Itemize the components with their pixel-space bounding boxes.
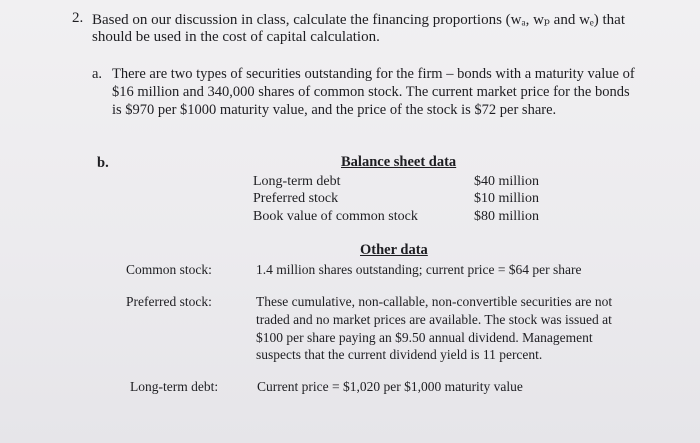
preferred-stock-line-3: $100 per share paying an $9.50 annual dividend. Management [256, 330, 593, 345]
common-stock-label: Common stock: [126, 262, 212, 277]
preferred-stock-line-4: suspects that the current dividend yield is 11 percent. [256, 347, 543, 362]
question-text-line-2: should be used in the cost of capital calculation. [92, 29, 380, 45]
balance-sheet-row-label: Preferred stock [253, 191, 339, 206]
question-text-line-1: Based on our discussion in class, calculate the financing proportions (wₐ, wₚ and wₑ) that [92, 12, 625, 28]
part-a-label: a. [92, 66, 103, 82]
part-a-line-1: There are two types of securities outstanding for the firm – bonds with a maturity value of [112, 66, 635, 82]
preferred-stock-line-1: These cumulative, non-callable, non-convertible securities are not [256, 294, 613, 309]
part-b-label: b. [97, 155, 109, 171]
balance-sheet-row-value: $40 million [474, 174, 539, 189]
question-number: 2. [72, 10, 84, 26]
balance-sheet-row-value: $10 million [474, 191, 539, 206]
preferred-stock-label: Preferred stock: [126, 294, 212, 309]
preferred-stock-line-2: traded and no market prices are available. The stock was issued at [256, 312, 612, 327]
balance-sheet-row-label: Long-term debt [253, 174, 341, 189]
balance-sheet-row-label: Book value of common stock [253, 209, 418, 224]
other-data-title: Other data [360, 242, 428, 258]
part-a-line-2: $16 million and 340,000 shares of common stock. The current market price for the bonds [112, 84, 630, 100]
long-term-debt-text: Current price = $1,020 per $1,000 maturity value [257, 379, 523, 394]
balance-sheet-row-value: $80 million [474, 209, 539, 224]
part-a-line-3: is $970 per $1000 maturity value, and the price of the stock is $72 per share. [112, 102, 557, 118]
long-term-debt-label: Long-term debt: [130, 379, 219, 394]
common-stock-text: 1.4 million shares outstanding; current price = $64 per share [256, 262, 582, 277]
balance-sheet-title: Balance sheet data [341, 154, 457, 170]
